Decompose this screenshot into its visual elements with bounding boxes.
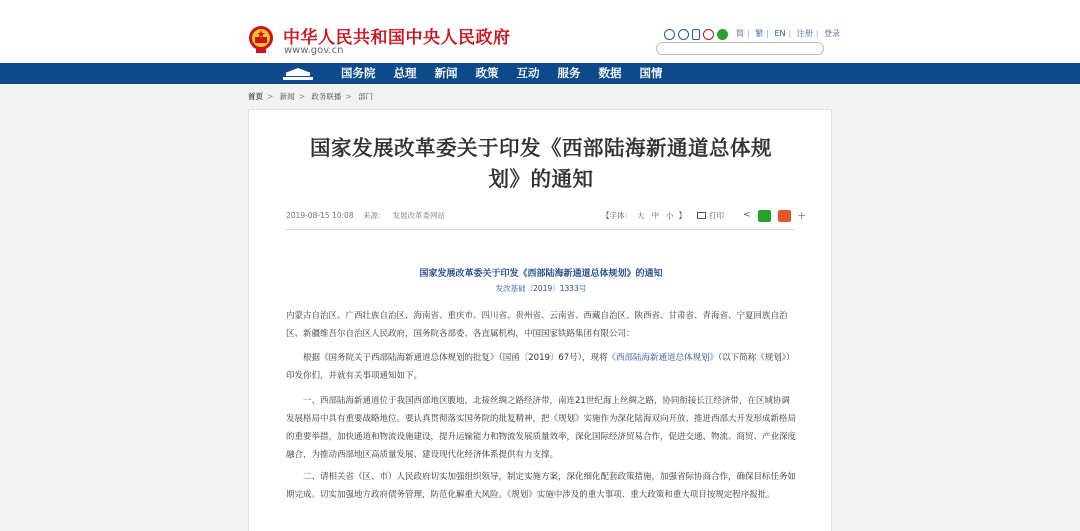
intro-text-a: 根据《国务院关于西部陆海新通道总体规划的批复》（国函〔2019〕67号），现将 (303, 353, 608, 363)
link-simplified[interactable]: 简 (736, 29, 744, 38)
main-nav (0, 63, 1080, 84)
national-emblem-icon[interactable] (248, 24, 274, 54)
plan-link[interactable]: 《西部陆海新通道总体规划》 (607, 353, 718, 363)
nav-item-news[interactable]: 新闻 (434, 66, 458, 80)
article-card (248, 109, 832, 531)
weibo-icon[interactable] (703, 29, 714, 40)
print-icon[interactable] (697, 212, 706, 219)
site-title[interactable]: 中华人民共和国中央人民政府 (283, 28, 511, 48)
document-title: 国家发展改革委关于印发《西部陆海新通道总体规划》的通知 (419, 269, 663, 279)
nav-item-country-info[interactable]: 国情 (639, 66, 663, 80)
breadcrumb-departments[interactable]: 部门 (358, 92, 374, 101)
link-english[interactable]: EN (774, 29, 786, 38)
article-title: 国家发展改革委关于印发《西部陆海新通道总体规划》的通知 (310, 136, 772, 191)
font-size-label: 【字体： (602, 211, 632, 220)
link-register[interactable]: 注册 (796, 29, 813, 38)
nav-item-premier[interactable]: 总理 (393, 66, 417, 80)
paragraph-item-2: 二、请相关省（区、市）人民政府切实加强组织领导，制定实施方案，深化细化配套政策措施，加强省际协商合作，确保目标任务如期完成。切实加强地方政府债务管理，防范化解重大风险。《规划》实施中涉及的重大事项、重大政策和重大项目按规定程序报批。 (286, 472, 797, 500)
publish-date: 2019-08-15 10:08 (286, 211, 354, 220)
nav-item-policy[interactable]: 政策 (475, 66, 499, 80)
breadcrumb-home[interactable]: 首页 (248, 92, 263, 101)
site-url: www.gov.cn (284, 45, 344, 56)
app-icon[interactable] (678, 29, 689, 40)
article-meta (286, 210, 452, 221)
meta-divider (286, 229, 794, 230)
language-links: 简 | 繁 | EN | 注册 | 登录 (736, 29, 841, 38)
source-label: 来源： (362, 211, 386, 220)
share-icon[interactable] (743, 212, 751, 220)
breadcrumb-government-affairs[interactable]: 政务联播 (311, 92, 342, 101)
wechat-share-icon[interactable] (758, 210, 771, 222)
link-login[interactable]: 登录 (824, 29, 841, 38)
document-number: 发改基础〔2019〕1333号 (495, 284, 587, 293)
print-button[interactable]: 打印 (709, 211, 724, 220)
font-size-medium[interactable]: 中 (651, 211, 659, 220)
font-size-small[interactable]: 小 (666, 211, 674, 220)
wechat-icon[interactable] (717, 29, 728, 40)
nav-items (332, 63, 672, 84)
mail-icon[interactable] (664, 29, 675, 40)
tiananmen-icon[interactable] (281, 66, 315, 81)
phone-icon[interactable] (692, 29, 700, 40)
site-header (0, 0, 1080, 63)
intro-text-b: （以下简称《规划》）印发你们，并就有关事项通知如下。 (286, 353, 795, 381)
nav-item-service[interactable]: 服务 (557, 66, 581, 80)
source-name: 发展改革委网站 (392, 211, 445, 220)
search-input[interactable] (656, 42, 824, 55)
nav-item-interaction[interactable]: 互动 (516, 66, 540, 80)
nav-item-state-council[interactable]: 国务院 (341, 66, 376, 80)
link-traditional[interactable]: 繁 (755, 29, 764, 38)
paragraph-recipients: 内蒙古自治区、广西壮族自治区、海南省、重庆市、四川省、贵州省、云南省、西藏自治区、陕西省、甘肃省、青海省、宁夏回族自治区、新疆维吾尔自治区人民政府，国务院各部委、各直属机构，中国国家铁路集团有限公司： (286, 311, 788, 339)
breadcrumb-news[interactable]: 新闻 (279, 92, 295, 101)
more-share-icon[interactable]: + (797, 209, 807, 222)
paragraph-item-1: 一、西部陆海新通道位于我国西部地区腹地，北接丝绸之路经济带，南连21世纪海上丝绸之路，协同衔接长江经济带，在区域协调发展格局中具有重要战略地位。要认真贯彻落实国务院的批复精神，把《规划》实施作为深化陆海双向开放、推进西部大开发形成新格局的重要举措，加快通道和物流设施建设，提升运输能力和物流发展质量效率，深化国际经济贸易合作，促进交通、物流、商贸、产业深度融合，为推动西部地区高质量发展、建设现代化经济体系提供有力支撑。 (286, 396, 797, 460)
article-tools (602, 209, 806, 222)
font-size-close: 】 (678, 211, 686, 220)
breadcrumb: 首页 > 新闻 > 政务联播 > 部门 (248, 92, 374, 101)
font-size-large[interactable]: 大 (637, 211, 645, 220)
tool-icons (664, 27, 728, 41)
nav-item-data[interactable]: 数据 (598, 66, 622, 80)
weibo-share-icon[interactable] (778, 210, 791, 222)
paragraph-intro (286, 349, 796, 385)
